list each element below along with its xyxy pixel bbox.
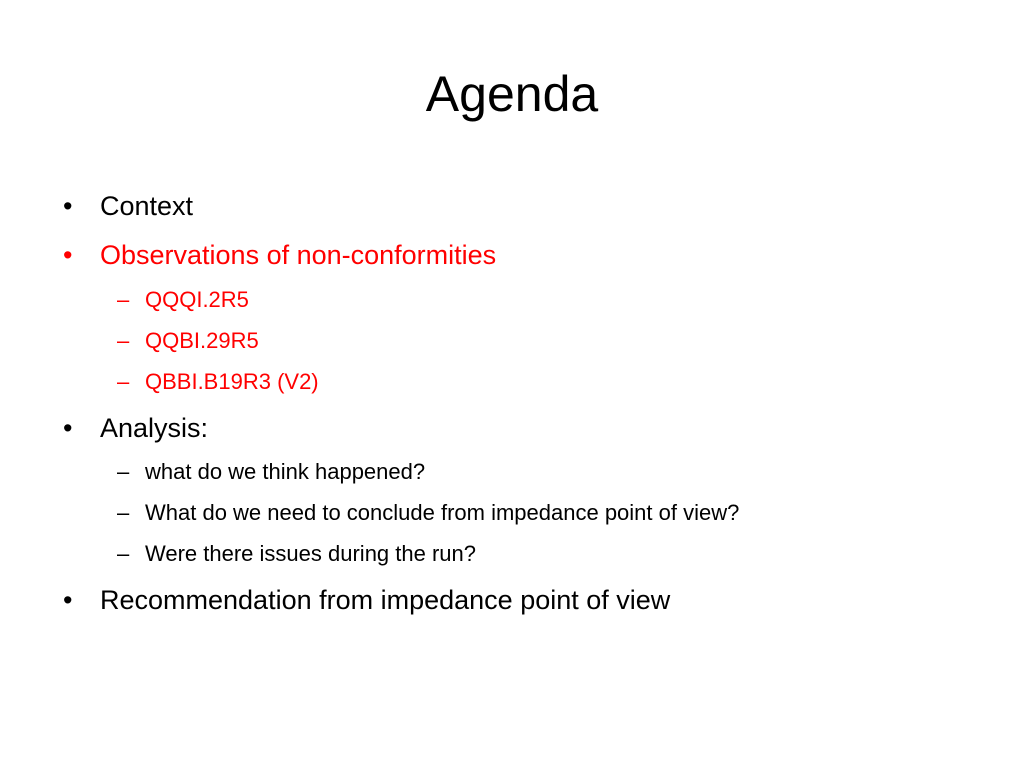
bullet-text: Recommendation from impedance point of view bbox=[100, 585, 671, 615]
dash-icon: – bbox=[117, 328, 130, 353]
bullet-text: Observations of non-conformities bbox=[100, 240, 497, 270]
sub-bullet-text: what do we think happened? bbox=[145, 459, 426, 484]
slide-title: Agenda bbox=[425, 66, 599, 122]
dash-icon: – bbox=[117, 287, 130, 312]
bullet-text: Context bbox=[100, 191, 194, 221]
sub-bullet-text: What do we need to conclude from impedance point of view? bbox=[145, 500, 740, 525]
dash-icon: – bbox=[117, 541, 130, 566]
sub-bullet-text: Were there issues during the run? bbox=[145, 541, 476, 566]
sub-bullet-text: QQBI.29R5 bbox=[145, 328, 259, 353]
bullet-icon: • bbox=[63, 585, 73, 615]
bullet-icon: • bbox=[63, 191, 73, 221]
dash-icon: – bbox=[117, 369, 130, 394]
dash-icon: – bbox=[117, 500, 130, 525]
bullet-text: Analysis: bbox=[100, 413, 209, 443]
sub-bullet-text: QQQI.2R5 bbox=[145, 287, 249, 312]
sub-bullet-text: QBBI.B19R3 (V2) bbox=[145, 369, 319, 394]
dash-icon: – bbox=[117, 459, 130, 484]
bullet-icon: • bbox=[63, 240, 73, 270]
bullet-icon: • bbox=[63, 413, 73, 443]
